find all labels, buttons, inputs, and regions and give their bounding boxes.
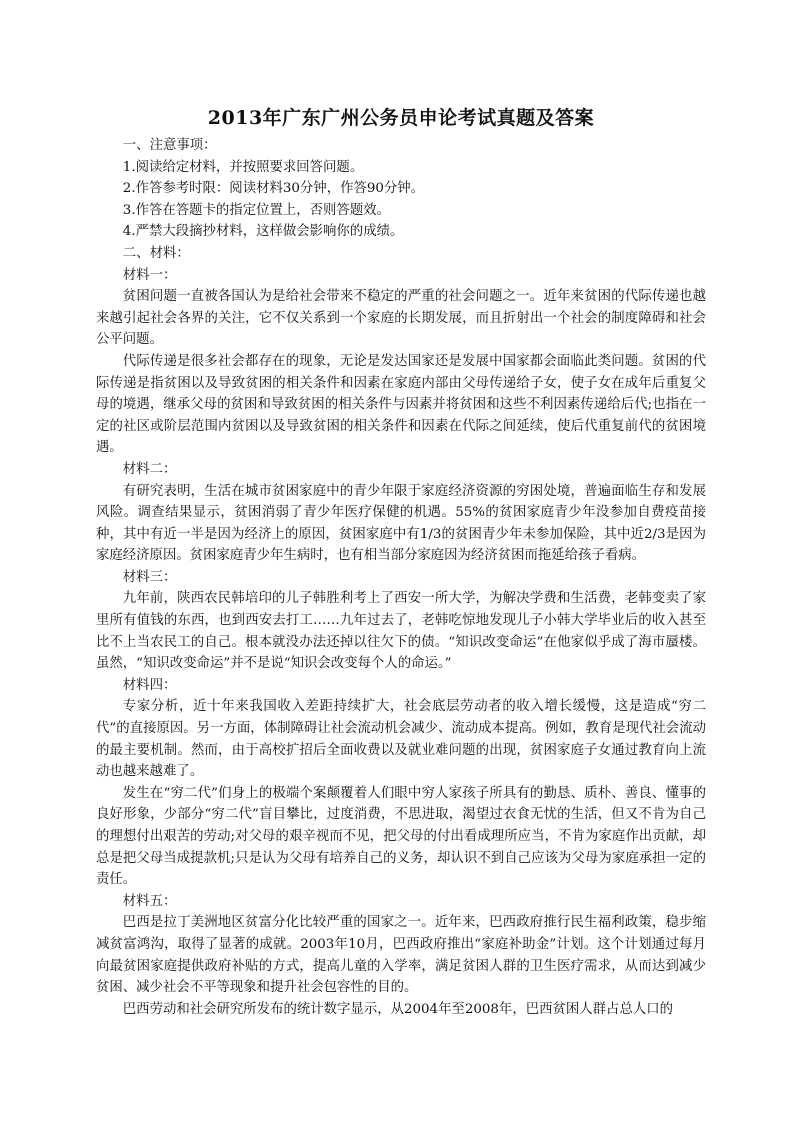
material-5-paragraph-1: 巴西是拉丁美洲地区贫富分化比较严重的国家之一。近年来，巴西政府推行民生福利政策，稳步缩减贫富鸿沟，取得了显著的成就。2003年10月，巴西政府推出“家庭补助金”计划。这个计划通过每月向最贫困家庭提供政府补贴的方式，提高儿童的入学率，满足贫困人群的卫生医疗需求，从而达到减少贫困、减少社会不平等现象和提升社会包容性的目的。 [96, 915, 706, 996]
material-4-paragraph-2: 发生在“穷二代”们身上的极端个案颠覆着人们眼中穷人家孩子所具有的勤恳、质朴、善良、懂事的良好形象，少部分“穷二代”盲目攀比，过度消费，不思进取，渴望过衣食无忧的生活，但又不肯为自己的理想付出艰苦的劳动;对父母的艰辛视而不见，把父母的付出看成理所应当，不肯为家庭作出贡献，却总是把父母当成提款机;只是认为父母有培养自己的义务，却认识不到自己应该为父母为家庭承担一定的责任。 [96, 785, 706, 888]
material-3-heading: 材料三： [122, 569, 177, 585]
document-body [96, 104, 706, 1020]
material-1-heading: 材料一： [122, 267, 177, 283]
notice-heading: 一、注意事项： [122, 138, 217, 153]
material-1-paragraph-1: 贫困问题一直被各国认为是给社会带来不稳定的严重的社会问题之一。近年来贫困的代际传递也越来越引起社会各界的关注，它不仅关系到一个家庭的长期发展，而且折射出一个社会的制度障碍和社会公平问题。 [96, 289, 706, 348]
notice-item: 3.作答在答题卡的指定位置上，否则答题效。 [122, 202, 390, 218]
material-4-heading: 材料四： [122, 677, 177, 693]
material-5-heading: 材料五： [122, 893, 177, 909]
material-1-paragraph-2: 代际传递是很多社会都存在的现象，无论是发达国家还是发展中国家都会面临此类问题。贫困的代际传递是指贫困以及导致贫困的相关条件和因素在家庭内部由父母传递给子女，使子女在成年后重复父母的境遇，继承父母的贫困和导致贫困的相关条件与因素并将贫困和这些不利因素传递给后代;也指在一定的社区或阶层范围内贫困以及导致贫困的相关条件和因素在代际之间延续，使后代重复前代的贫困境遇。 [96, 353, 706, 456]
notice-item: 1.阅读给定材料，并按照要求回答问题。 [122, 159, 364, 175]
material-4-paragraph-1: 专家分析，近十年来我国收入差距持续扩大，社会底层劳动者的收入增长缓慢，这是造成“穷二代”的直接原因。另一方面，体制障碍让社会流动机会减少、流动成本提高。例如，教育是现代社会流动的最主要机制。然而，由于高校扩招后全面收费以及就业难问题的出现，贫困家庭子女通过教育向上流动也越来越难了。 [96, 699, 706, 780]
material-3-paragraph-1: 九年前，陕西农民韩培印的儿子韩胜利考上了西安一所大学，为解决学费和生活费，老韩变卖了家里所有值钱的东西，也到西安去打工……九年过去了，老韩吃惊地发现儿子小韩大学毕业后的收入甚至比不上当农民工的自己。根本就没办法还掉以往欠下的债。“知识改变命运”在他家似乎成了海市蜃楼。虽然，“知识改变命运”并不是说“知识会改变每个人的命运。” [96, 591, 706, 672]
notice-item: 4.严禁大段摘抄材料，这样做会影响你的成绩。 [122, 224, 404, 240]
notice-item: 2.作答参考时限：阅读材料30分钟，作答90分钟。 [122, 181, 425, 197]
material-2-heading: 材料二： [122, 461, 177, 477]
material-5-paragraph-2: 巴西劳动和社会研究所发布的统计数字显示，从2004年至2008年，巴西贫困人群占总人口的 [122, 1001, 674, 1017]
document-title: 2013年广东广州公务员申论考试真题及答案 [207, 107, 595, 129]
material-2-paragraph-1: 有研究表明，生活在城市贫困家庭中的青少年限于家庭经济资源的穷困处境，普遍面临生存和发展风险。调查结果显示，贫困消弱了青少年医疗保健的机遇。55%的贫困家庭青少年没参加自费疫苗接种，其中有近一半是因为经济上的原因，贫困家庭中有1/3的贫困青少年未参加保险，其中近2/3是因为家庭经济原因。贫困家庭青少年生病时，也有相当部分家庭因为经济贫困而拖延给孩子看病。 [96, 483, 706, 564]
materials-heading: 二、材料： [122, 245, 190, 261]
